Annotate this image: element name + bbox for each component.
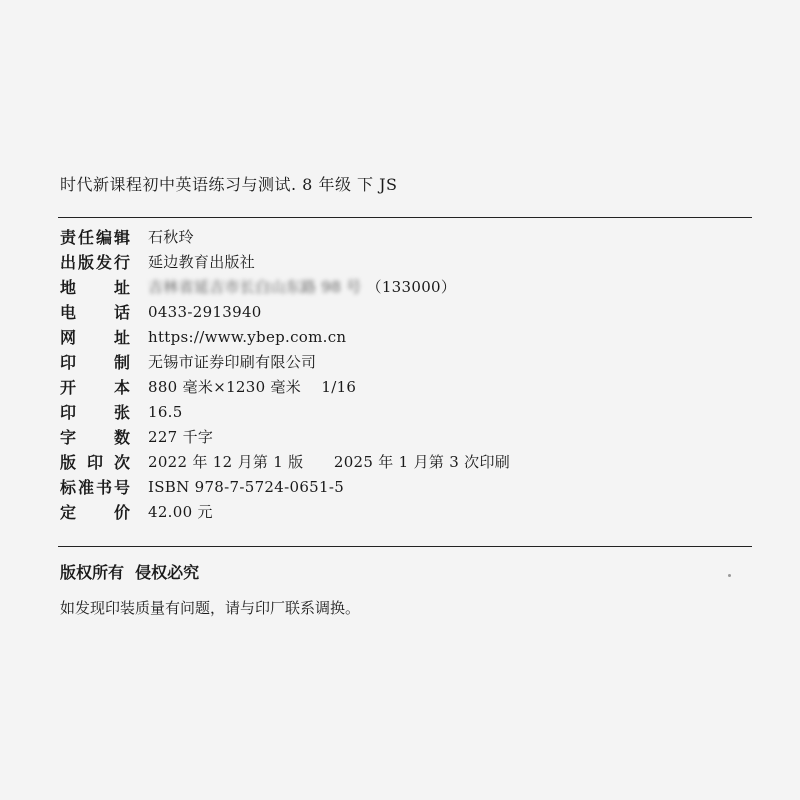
info-row-printer	[60, 349, 740, 374]
info-row-publisher	[60, 249, 740, 274]
publication-info-list	[60, 224, 740, 524]
info-row-address	[60, 274, 740, 299]
label-char: 任	[77, 228, 94, 247]
info-label	[60, 375, 130, 398]
info-label	[60, 500, 130, 523]
label-char: 开	[60, 378, 77, 397]
label-char: 张	[113, 403, 130, 422]
info-value: 0433-2913940	[148, 302, 262, 321]
info-row-price	[60, 499, 740, 524]
info-value	[148, 276, 456, 297]
copyright-notice: 版权所有 侵权必究	[60, 563, 200, 582]
info-label	[60, 300, 130, 323]
info-label	[60, 425, 130, 448]
info-value: 延边教育出版社	[148, 253, 256, 271]
info-row-phone	[60, 299, 740, 324]
label-char: 编	[95, 228, 112, 247]
label-char: 书	[95, 478, 112, 497]
label-char: 发	[95, 253, 112, 272]
info-value: 16.5	[148, 402, 183, 421]
price-value: 42.00 元	[148, 503, 213, 521]
info-value: 227 千字	[148, 428, 214, 446]
info-label	[60, 475, 130, 498]
info-value: 石秋玲	[148, 228, 194, 246]
info-label	[60, 325, 130, 348]
label-char: 出	[60, 253, 77, 272]
label-char: 印	[60, 403, 77, 422]
label-char: 地	[60, 278, 77, 297]
label-char: 本	[113, 378, 130, 397]
book-title: 时代新课程初中英语练习与测试. 8 年级 下 JS	[60, 175, 398, 194]
label-char: 辑	[113, 228, 130, 247]
label-char: 数	[113, 428, 130, 447]
label-char: 址	[113, 278, 130, 297]
label-char: 标	[60, 478, 77, 497]
label-char: 话	[113, 303, 130, 322]
info-label	[60, 275, 130, 298]
label-char: 行	[113, 253, 130, 272]
label-char: 价	[113, 503, 130, 522]
info-row-sheets	[60, 399, 740, 424]
info-label	[60, 225, 130, 248]
top-divider	[58, 217, 752, 218]
label-char: 制	[113, 353, 130, 372]
label-char: 责	[60, 228, 77, 247]
label-char: 印	[60, 353, 77, 372]
label-char: 电	[60, 303, 77, 322]
label-char: 版	[77, 253, 94, 272]
info-row-isbn	[60, 474, 740, 499]
website-url: https://www.ybep.com.cn	[148, 327, 347, 346]
postal-code: （133000）	[366, 278, 457, 296]
info-row-format	[60, 374, 740, 399]
label-char: 次	[113, 453, 130, 472]
info-label	[60, 250, 130, 273]
info-label	[60, 400, 130, 423]
info-row-edition	[60, 449, 740, 474]
label-char: 网	[60, 328, 77, 347]
replacement-notice: 如发现印装质量有问题，请与印厂联系调换。	[60, 599, 361, 617]
label-char: 址	[113, 328, 130, 347]
info-label	[60, 450, 130, 473]
label-char: 字	[60, 428, 77, 447]
label-char: 定	[60, 503, 77, 522]
label-char: 版	[60, 453, 77, 472]
isbn-value: ISBN 978-7-5724-0651-5	[148, 477, 345, 496]
info-label	[60, 350, 130, 373]
info-row-editor	[60, 224, 740, 249]
bottom-divider	[58, 546, 752, 547]
info-row-word-count	[60, 424, 740, 449]
info-value: 2022 年 12 月第 1 版 2025 年 1 月第 3 次印刷	[148, 453, 511, 471]
label-char: 准	[77, 478, 94, 497]
info-value: 无锡市证券印刷有限公司	[148, 353, 317, 371]
info-row-website	[60, 324, 740, 349]
label-char: 号	[113, 478, 130, 497]
address-text-blurred: 吉林省延吉市长白山东路 98 号	[148, 278, 362, 296]
info-value: 880 毫米×1230 毫米 1/16	[148, 378, 357, 396]
label-char: 印	[86, 453, 103, 472]
speck-mark	[728, 574, 731, 577]
